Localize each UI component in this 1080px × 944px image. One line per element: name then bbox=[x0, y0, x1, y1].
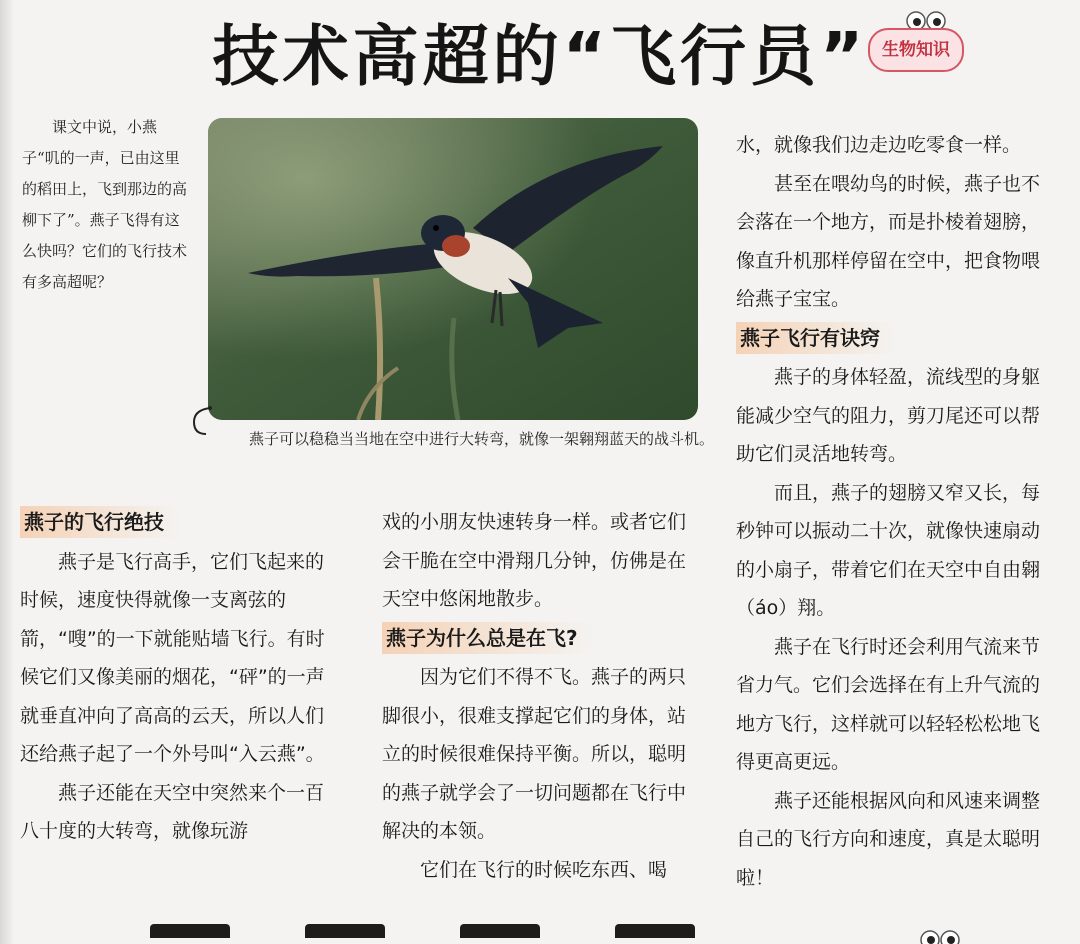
paragraph: 燕子在飞行时还会利用气流来节省力气。它们会选择在有上升气流的地方飞行，这样就可以轻轻松松地飞得更高更远。 bbox=[736, 635, 1041, 773]
section-heading-why-always-flying: 燕子为什么总是在飞? bbox=[382, 622, 594, 654]
column-1 bbox=[20, 503, 342, 851]
paragraph: 水，就像我们边走边吃零食一样。 bbox=[736, 134, 1022, 156]
cutoff-glyph bbox=[615, 924, 695, 944]
topic-badge: 生物知识 bbox=[868, 28, 964, 72]
swallow-illustration bbox=[208, 118, 698, 420]
cutoff-glyph bbox=[150, 924, 230, 944]
paragraph: 燕子还能在天空中突然来个一百八十度的大转弯，就像玩游 bbox=[20, 781, 325, 842]
intro-text bbox=[22, 112, 192, 298]
next-badge-eyes-icon bbox=[900, 924, 970, 944]
caption-swirl-icon bbox=[188, 404, 216, 438]
caption-text: 燕子可以稳稳当当地在空中进行大转弯，就像一架翱翔蓝天的战斗机。 bbox=[249, 430, 715, 448]
next-title-cutoff bbox=[150, 924, 850, 944]
page-title: 技术高超的“飞行员” bbox=[212, 18, 868, 95]
paragraph: 燕子还能根据风向和风速来调整自己的飞行方向和速度，真是太聪明啦！ bbox=[736, 789, 1041, 889]
paragraph: 它们在飞行的时候吃东西、喝 bbox=[420, 858, 668, 881]
paragraph: 而且，燕子的翅膀又窄又长，每秒钟可以振动二十次，就像快速扇动的小扇子，带着它们在天空中自由翱（áo）翔。 bbox=[736, 481, 1041, 619]
photo-caption bbox=[234, 424, 714, 454]
paragraph: 燕子是飞行高手，它们飞起来的时候，速度快得就像一支离弦的箭，“嗖”的一下就能贴墙飞行。有时候它们又像美丽的烟花，“砰”的一声就垂直冲向了高高的云天，所以人们还给燕子起了一个外号叫“入云燕”。 bbox=[20, 550, 325, 765]
column-2 bbox=[382, 503, 697, 889]
paragraph: 甚至在喂幼鸟的时候，燕子也不会落在一个地方，而是扑棱着翅膀，像直升机那样停留在空中，把食物喂给燕子宝宝。 bbox=[736, 172, 1041, 310]
page-edge bbox=[0, 0, 14, 944]
cutoff-glyph bbox=[305, 924, 385, 944]
paragraph: 戏的小朋友快速转身一样。或者它们会干脆在空中滑翔几分钟，仿佛是在天空中悠闲地散步。 bbox=[382, 511, 687, 610]
column-3 bbox=[736, 126, 1046, 897]
paragraph: 因为它们不得不飞。燕子的两只脚很小，很难支撑起它们的身体，站立的时候很难保持平衡。所以，聪明的燕子就学会了一切问题都在飞行中解决的本领。 bbox=[382, 666, 687, 842]
cutoff-glyph bbox=[460, 924, 540, 944]
section-heading-flight-secrets: 燕子飞行有诀窍 bbox=[736, 322, 896, 354]
swallow-photo bbox=[208, 118, 698, 420]
section-heading-flight-skills: 燕子的飞行绝技 bbox=[20, 506, 180, 538]
intro-paragraph: 课文中说，小燕子“叽的一声，已由这里的稻田上，飞到那边的高柳下了”。燕子飞得有这么快吗？它们的飞行技术有多高超呢？ bbox=[22, 118, 188, 291]
paragraph: 燕子的身体轻盈，流线型的身躯能减少空气的阻力，剪刀尾还可以帮助它们灵活地转弯。 bbox=[736, 366, 1041, 465]
